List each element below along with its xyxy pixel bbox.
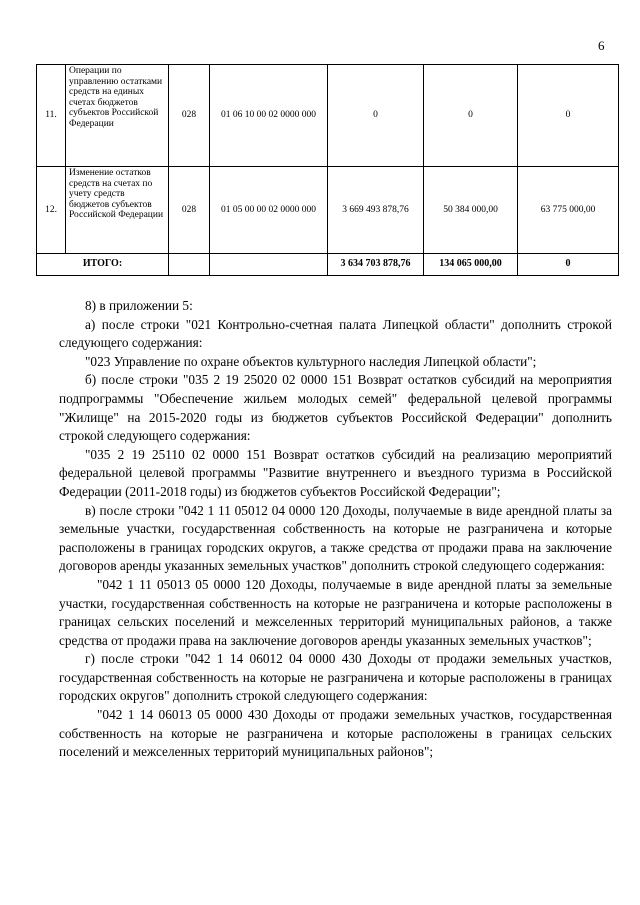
paragraph-g: г) после строки "042 1 14 06012 04 0000 430 Доходы от продажи земельных участков, государственная собственность на которые не разграничена и которые расположены в границах городских округов" дополнить строкой следующего содержания:: [59, 651, 612, 704]
paragraph-b: б) после строки "035 2 19 25020 02 0000 151 Возврат остатков субсидий на мероприятия подпрограммы "Обеспечение жильем молодых семей" федеральной целевой программы "Жилище" на 2015-2020 годы из бюджетов субъектов Российской Федерации" дополнить строкой следующего содержания:: [59, 372, 612, 444]
row-number-cell: 12.: [37, 167, 66, 254]
value-cell: 63 775 000,00: [518, 167, 619, 254]
total-label: ИТОГО:: [37, 254, 169, 276]
admin-code-cell: 028: [169, 167, 210, 254]
value-cell: 0: [424, 65, 518, 167]
value-cell: 50 384 000,00: [424, 167, 518, 254]
page-number: 6: [598, 38, 605, 53]
paragraph-b-insert: "035 2 19 25110 02 0000 151 Возврат остатков субсидий на реализацию мероприятий федеральной целевой программы "Развитие внутреннего и въездного туризма в Российской Федерации (2011-2018 годы) из бюджетов субъектов Российской Федерации";: [59, 446, 612, 499]
paragraph-a-insert: "023 Управление по охране объектов культурного наследия Липецкой области";: [85, 353, 537, 369]
kbk-code-cell: 01 05 00 00 02 0000 000: [210, 167, 328, 254]
total-value-cell: 0: [518, 254, 619, 276]
document-body: [59, 297, 612, 762]
row-name-cell: Изменение остатков средств на счетах по учету средств бюджетов субъектов Российской Федерации: [66, 167, 169, 254]
value-cell: 3 669 493 878,76: [328, 167, 424, 254]
empty-cell: [210, 254, 328, 276]
total-value-cell: 3 634 703 878,76: [328, 254, 424, 276]
paragraph-a: а) после строки "021 Контрольно-счетная палата Липецкой области" дополнить строкой следующего содержания:: [59, 316, 612, 351]
kbk-code-cell: 01 06 10 00 02 0000 000: [210, 65, 328, 167]
budget-sources-table: [36, 64, 619, 276]
value-cell: 0: [518, 65, 619, 167]
value-cell: 0: [328, 65, 424, 167]
paragraph-v: в) после строки "042 1 11 05012 04 0000 120 Доходы, получаемые в виде арендной платы за земельные участки, государственная собственность на которые не разграничена и которые расположены в границах городских округов, а также средства от продажи права на заключение договоров аренды указанных земельных участков" дополнить строкой следующего содержания:: [59, 502, 612, 574]
row-number-cell: 11.: [37, 65, 66, 167]
admin-code-cell: 028: [169, 65, 210, 167]
paragraph-appendix-heading: 8) в приложении 5:: [85, 298, 193, 313]
table-row: [37, 167, 619, 254]
paragraph-v-insert: "042 1 11 05013 05 0000 120 Доходы, получаемые в виде арендной платы за земельные участки, государственная собственность на которые не разграничена и которые расположены в границах сельских поселений и межселенных территорий муниципальных районов, а также средства от продажи права на заключение договоров аренды указанных земельных участков";: [59, 576, 612, 648]
empty-cell: [169, 254, 210, 276]
table-row: [37, 65, 619, 167]
total-value-cell: 134 065 000,00: [424, 254, 518, 276]
total-row: [37, 254, 619, 276]
paragraph-g-insert: "042 1 14 06013 05 0000 430 Доходы от продажи земельных участков, государственная собственность на которые не разграничена и которые расположены в границах сельских поселений и межселенных территорий муниципальных районов";: [59, 707, 612, 760]
row-name-cell: Операции по управлению остатками средств на единых счетах бюджетов субъектов Российской Федерации: [66, 65, 169, 167]
